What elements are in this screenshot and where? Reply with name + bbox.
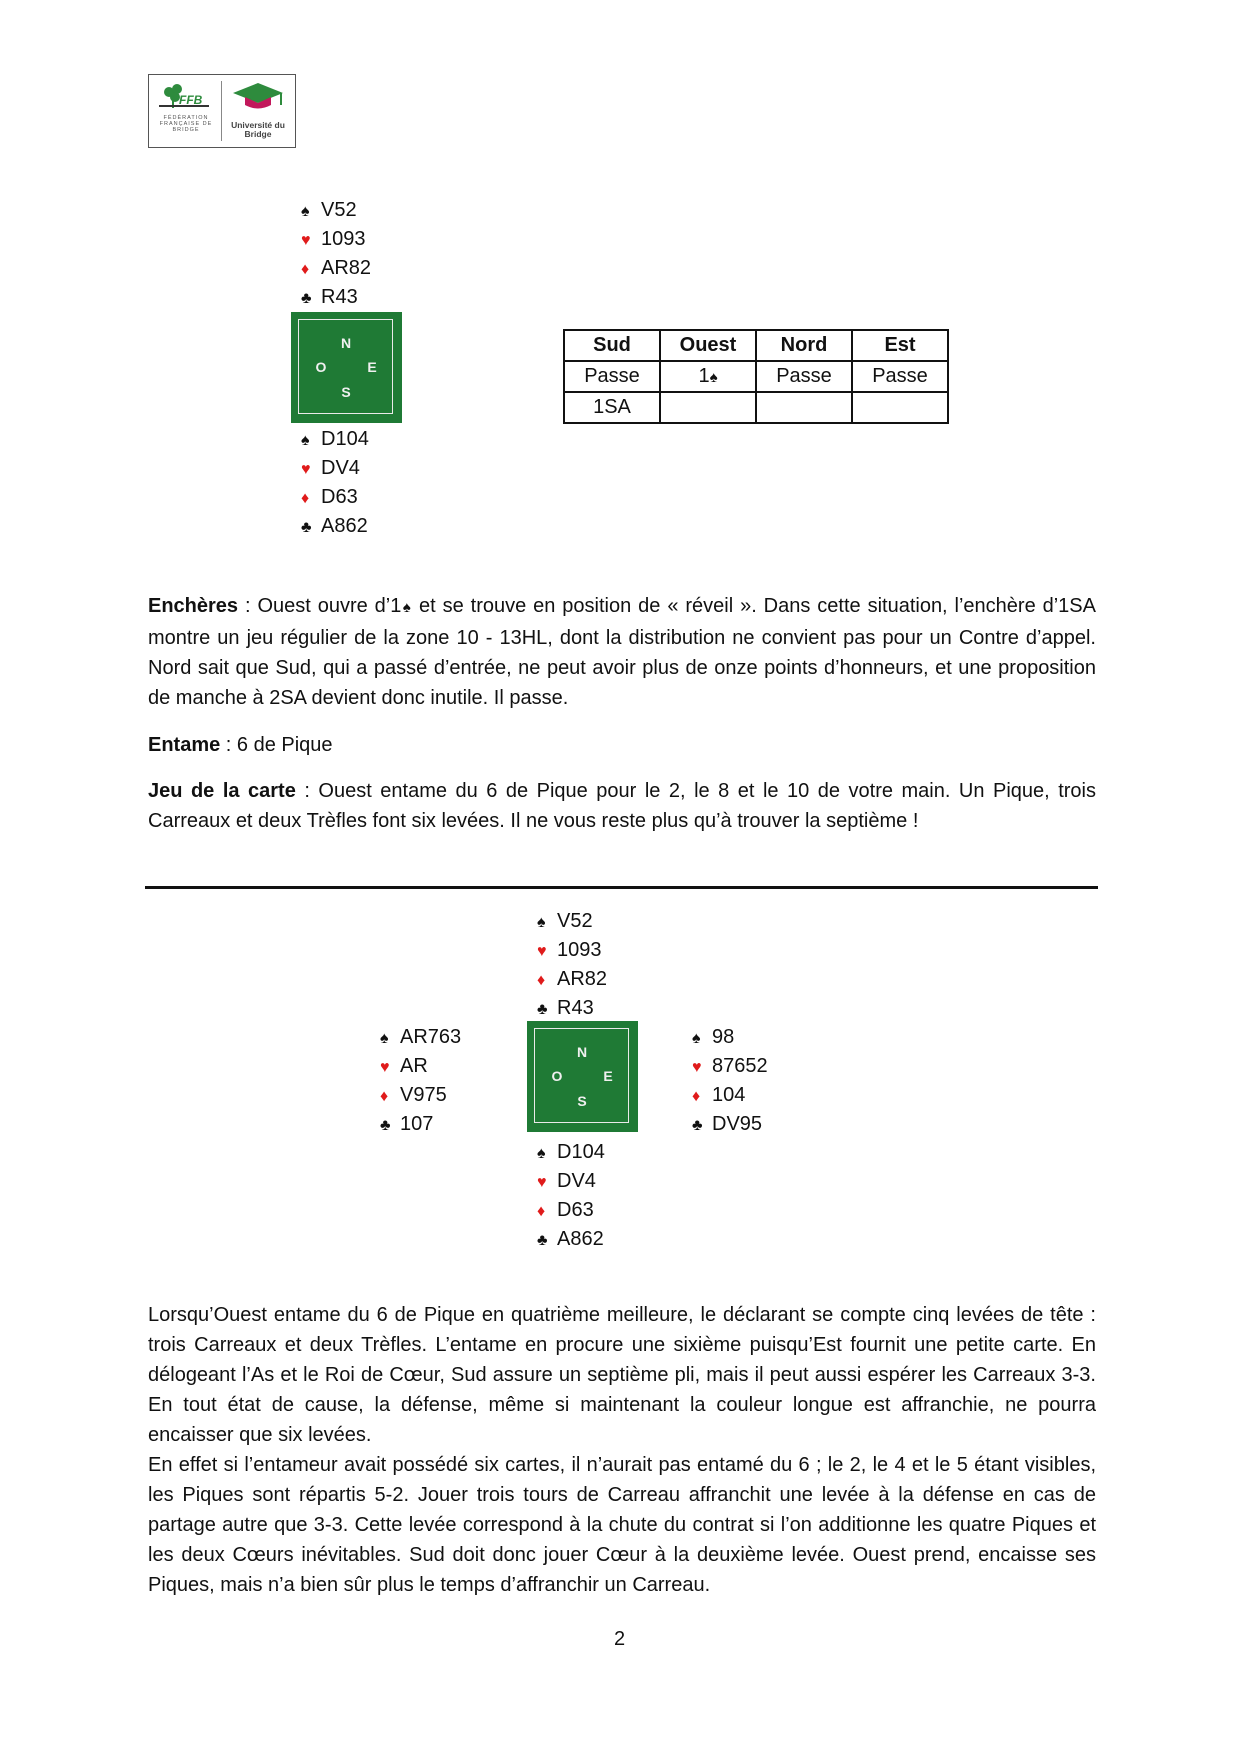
- hand-row-spades: [301, 196, 371, 225]
- spade-icon: ♠: [692, 1030, 701, 1047]
- hand-row-spades: [537, 1138, 605, 1167]
- holding: AR763: [400, 1026, 462, 1048]
- entame-label: Entame: [148, 734, 221, 756]
- compass-west: O: [551, 1068, 563, 1084]
- ffb-logo-text: FFB: [179, 93, 203, 107]
- holding: R43: [557, 997, 594, 1019]
- compass-north: N: [340, 335, 352, 351]
- hand-row-clubs: [301, 512, 369, 541]
- hand-row-hearts: [537, 936, 607, 965]
- hand-row-hearts: [380, 1052, 461, 1081]
- bid-header-est: Est: [852, 330, 948, 361]
- compass-east: E: [603, 1068, 613, 1084]
- jeu-paragraph: [148, 776, 1096, 836]
- deal2-south-hand: [537, 1138, 605, 1254]
- hand-row-spades: [301, 425, 369, 454]
- holding: A862: [557, 1228, 604, 1250]
- diamond-icon: ♦: [301, 261, 310, 278]
- deal2-west-hand: [380, 1023, 461, 1139]
- heart-icon: ♥: [537, 943, 547, 960]
- holding: D63: [321, 486, 358, 508]
- compass-east: E: [367, 359, 377, 375]
- hand-row-diamonds: [692, 1081, 768, 1110]
- hand-row-spades: [380, 1023, 461, 1052]
- hand-row-clubs: [380, 1110, 461, 1139]
- holding: A862: [321, 515, 368, 537]
- analysis-paragraph-2: En effet si l’entameur avait possédé six cartes, il n’aurait pas entamé du 6 ; le 2, le 4 et le 5 étant visibles, les Piques sont répartis 5-2. Jouer trois tours de Carreau affranchit une levée à la défense en cas de partage autre que 3-3. Cette levée correspond à la chute du contrat si l’on additionne les quatre Piques et les deux Cœurs inévitables. Sud doit donc jouer Cœur à la deuxième levée. Ouest prend, encaisse ses Piques, mais n’a bien sûr plus le temps d’affranchir un Carreau.: [148, 1454, 1096, 1596]
- encheres-text: et se trouve en position de « réveil ». Dans cette situation, l’enchère d’1SA montre un jeu régulier de la zone 10 - 13HL, dont la distribution ne convient pas pour un Contre d’appel. Nord sait que Sud, qui a passé d’entrée, ne peut avoir plus de onze points d’honneurs, et une proposition de manche à 2SA devient donc inutile. Il passe.: [148, 595, 1096, 709]
- holding: AR82: [321, 257, 372, 279]
- holding: D104: [557, 1141, 605, 1163]
- bid-header-sud: Sud: [564, 330, 660, 361]
- heart-icon: ♥: [301, 232, 311, 249]
- bid-cell: Passe: [564, 361, 660, 392]
- ffb-logo-subtitle: FÉDÉRATION FRANÇAISE DE BRIDGE: [159, 115, 213, 133]
- bid-cell: 1SA: [564, 392, 660, 423]
- encheres-label: Enchères: [148, 595, 239, 617]
- bid-header-nord: Nord: [756, 330, 852, 361]
- analysis-paragraph-1: Lorsqu’Ouest entame du 6 de Pique en quatrième meilleure, le déclarant se compte cinq levées de tête : trois Carreaux et deux Trèfles. L’entame en procure une sixième puisqu’Est fournit une petite carte. En délogeant l’As et le Roi de Cœur, Sud assure un septième pli, mais il peut aussi espérer les Carreaux 3-3. En tout état de cause, la défense, même si maintenant la couleur longue est affranchie, ne pourra encaisser que six levées.: [148, 1304, 1096, 1446]
- holding: D104: [321, 428, 369, 450]
- university-logo-text: Université du Bridge: [231, 120, 285, 139]
- holding: R43: [321, 286, 358, 308]
- compass-south: S: [341, 384, 351, 400]
- holding: DV4: [557, 1170, 596, 1192]
- hand-row-diamonds: [301, 254, 371, 283]
- deal2-east-hand: [692, 1023, 768, 1139]
- encheres-paragraph: [148, 591, 1096, 713]
- ffb-logo: [148, 74, 296, 148]
- bidding-table: [563, 329, 949, 424]
- logo-divider: [221, 81, 222, 141]
- holding: V975: [400, 1084, 447, 1106]
- bidding-row: [564, 392, 948, 423]
- hand-row-diamonds: [380, 1081, 461, 1110]
- diamond-icon: ♦: [537, 1203, 546, 1220]
- diamond-icon: ♦: [692, 1088, 701, 1105]
- club-icon: ♣: [692, 1117, 703, 1134]
- deal1-north-hand: [301, 196, 371, 312]
- hand-row-hearts: [301, 454, 369, 483]
- heart-icon: ♥: [692, 1059, 702, 1076]
- bid-cell: [852, 392, 948, 423]
- hand-row-diamonds: [537, 965, 607, 994]
- jeu-text: : Ouest entame du 6 de Pique pour le 2, le 8 et le 10 de votre main. Un Pique, trois Carreaux et deux Trèfles font six levées. Il ne vous reste plus qu’à trouver la septième !: [148, 780, 1097, 832]
- spade-icon: ♠: [301, 432, 310, 449]
- club-icon: ♣: [301, 290, 312, 307]
- hand-row-clubs: [301, 283, 371, 312]
- bidding-header-row: [564, 330, 948, 361]
- bid-header-ouest: Ouest: [660, 330, 756, 361]
- jeu-label: Jeu de la carte: [148, 780, 296, 802]
- hand-row-spades: [537, 907, 607, 936]
- diamond-icon: ♦: [301, 490, 310, 507]
- graduation-cap-icon: [231, 81, 285, 113]
- spade-icon: ♠: [401, 599, 413, 616]
- holding: DV4: [321, 457, 360, 479]
- club-icon: ♣: [380, 1117, 391, 1134]
- bid-cell: [756, 392, 852, 423]
- holding: 1093: [557, 939, 602, 961]
- heart-icon: ♥: [380, 1059, 390, 1076]
- deal1-compass-table: [291, 312, 402, 423]
- spade-icon: ♠: [537, 1145, 546, 1162]
- page-number: 2: [613, 1628, 626, 1650]
- holding: 98: [712, 1026, 735, 1048]
- spade-icon: ♠: [301, 203, 310, 220]
- holding: D63: [557, 1199, 594, 1221]
- heart-icon: ♥: [537, 1174, 547, 1191]
- entame-text: : 6 de Pique: [220, 734, 333, 756]
- compass-south: S: [577, 1093, 587, 1109]
- deal1-south-hand: [301, 425, 369, 541]
- bid-cell: [660, 392, 756, 423]
- entame-paragraph: [148, 730, 1096, 760]
- bid-level: 1: [698, 365, 710, 387]
- club-icon: ♣: [301, 519, 312, 536]
- encheres-text: : Ouest ouvre d’1: [238, 595, 402, 617]
- holding: 107: [400, 1113, 434, 1135]
- diamond-icon: ♦: [537, 972, 546, 989]
- hand-row-clubs: [537, 1225, 605, 1254]
- hand-row-spades: [692, 1023, 768, 1052]
- bid-cell: Passe: [756, 361, 852, 392]
- diamond-icon: ♦: [380, 1088, 389, 1105]
- bid-cell: Passe: [852, 361, 948, 392]
- holding: 1093: [321, 228, 366, 250]
- holding: DV95: [712, 1113, 763, 1135]
- spade-icon: ♠: [709, 369, 718, 386]
- holding: 104: [712, 1084, 746, 1106]
- hand-row-hearts: [301, 225, 371, 254]
- deal2-north-hand: [537, 907, 607, 1023]
- bid-cell: [660, 361, 756, 392]
- compass-north: N: [576, 1044, 588, 1060]
- holding: AR: [400, 1055, 428, 1077]
- hand-row-clubs: [692, 1110, 768, 1139]
- spade-icon: ♠: [380, 1030, 389, 1047]
- heart-icon: ♥: [301, 461, 311, 478]
- hand-row-diamonds: [301, 483, 369, 512]
- hand-row-diamonds: [537, 1196, 605, 1225]
- hand-row-hearts: [692, 1052, 768, 1081]
- hand-row-clubs: [537, 994, 607, 1023]
- section-divider: [145, 886, 1098, 889]
- holding: V52: [321, 199, 357, 221]
- deal2-compass-table: [527, 1021, 638, 1132]
- holding: AR82: [557, 968, 608, 990]
- club-icon: ♣: [537, 1232, 548, 1249]
- spade-icon: ♠: [537, 914, 546, 931]
- club-icon: ♣: [537, 1001, 548, 1018]
- holding: 87652: [712, 1055, 768, 1077]
- compass-west: O: [315, 359, 327, 375]
- holding: V52: [557, 910, 593, 932]
- hand-row-hearts: [537, 1167, 605, 1196]
- bidding-row: [564, 361, 948, 392]
